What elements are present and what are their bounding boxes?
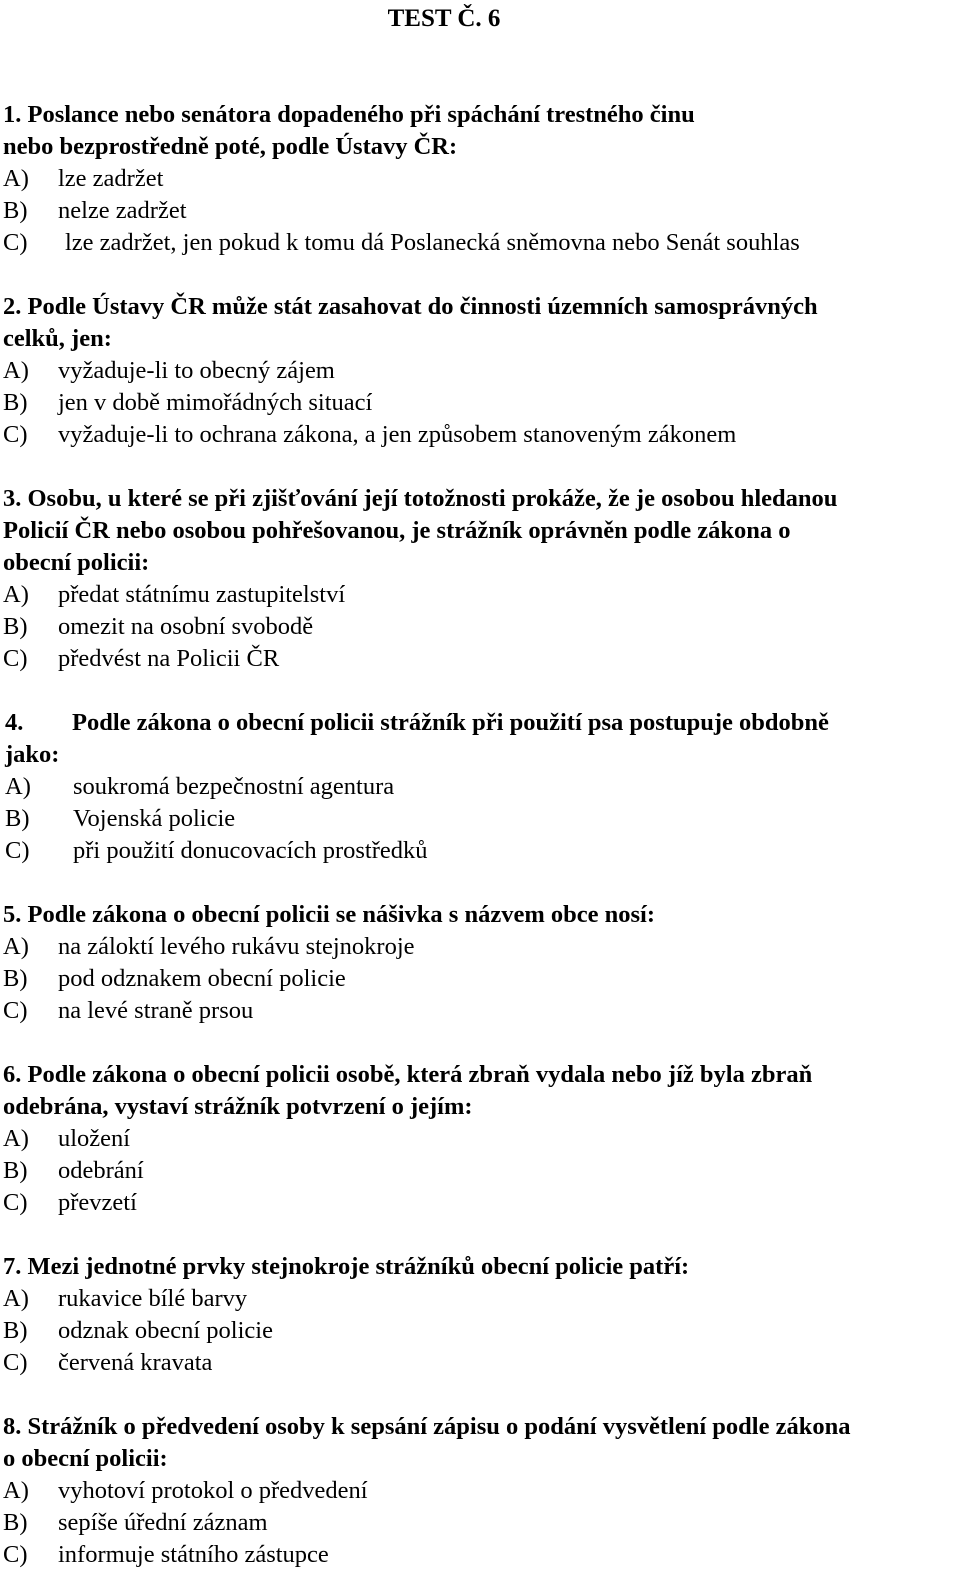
option-label: A) — [3, 1285, 29, 1312]
question-6 — [3, 1059, 958, 1219]
option-label: A) — [3, 165, 29, 192]
option-label: B) — [3, 613, 28, 640]
answer-option-b — [3, 963, 958, 995]
answer-option-c — [5, 835, 960, 867]
question-5 — [3, 899, 958, 1027]
answer-option-c — [3, 1347, 958, 1379]
answer-option-c — [3, 1187, 958, 1219]
option-label: C) — [3, 645, 28, 672]
option-text: pod odznakem obecní policie — [58, 965, 346, 992]
answer-option-a — [3, 163, 958, 195]
option-text: červená kravata — [58, 1349, 213, 1376]
option-text: soukromá bezpečnostní agentura — [73, 773, 395, 800]
option-label: A) — [3, 933, 29, 960]
answer-option-b — [5, 803, 960, 835]
answer-option-a — [3, 1123, 958, 1155]
answer-option-b — [3, 611, 958, 643]
option-text: předat státnímu zastupitelství — [58, 581, 346, 608]
question-stem-line: 7. Mezi jednotné prvky stejnokroje strážníků obecní policie patří: — [3, 1253, 690, 1280]
question-stem-line: obecní policii: — [3, 549, 150, 576]
option-label: C) — [3, 1189, 28, 1216]
option-label: A) — [5, 773, 31, 800]
option-text: lze zadržet — [58, 165, 164, 192]
question-2 — [3, 291, 958, 451]
option-label: B) — [3, 965, 28, 992]
option-text: uložení — [58, 1125, 131, 1152]
option-text: rukavice bílé barvy — [58, 1285, 248, 1312]
answer-option-b — [3, 1155, 958, 1187]
option-text: omezit na osobní svobodě — [58, 613, 314, 640]
option-label: A) — [3, 357, 29, 384]
option-text: odznak obecní policie — [58, 1317, 273, 1344]
answer-option-a — [5, 771, 960, 803]
answer-option-b — [3, 1315, 958, 1347]
question-stem-line: 3. Osobu, u které se při zjišťování její totožnosti prokáže, že je osobou hledanou — [3, 485, 838, 512]
answer-option-c — [3, 643, 958, 675]
question-stem-line: 5. Podle zákona o obecní policii se nášivka s názvem obce nosí: — [3, 901, 656, 928]
option-label: A) — [3, 1477, 29, 1504]
answer-option-c — [3, 1539, 958, 1571]
question-7 — [3, 1251, 958, 1379]
question-stem-line: jako: — [5, 741, 60, 768]
option-label: B) — [3, 389, 28, 416]
answer-option-a — [3, 1475, 958, 1507]
option-text: vyhotoví protokol o předvedení — [58, 1477, 368, 1504]
option-label: C) — [5, 837, 30, 864]
option-label: A) — [3, 581, 29, 608]
answer-option-b — [3, 1507, 958, 1539]
question-1 — [3, 99, 958, 259]
question-stem-line: nebo bezprostředně poté, podle Ústavy ČR: — [3, 133, 458, 160]
question-number: 4. — [5, 709, 24, 736]
option-label: C) — [3, 1349, 28, 1376]
option-label: B) — [3, 197, 28, 224]
question-stem-line: odebrána, vystaví strážník potvrzení o jejím: — [3, 1093, 473, 1120]
question-4 — [5, 707, 960, 867]
question-stem-line: 2. Podle Ústavy ČR může stát zasahovat do činnosti územních samosprávných — [3, 293, 818, 320]
answer-option-c — [3, 227, 958, 259]
question-stem-line: 1. Poslance nebo senátora dopadeného při spáchání trestného činu — [3, 101, 695, 128]
option-text: předvést na Policii ČR — [58, 645, 280, 672]
option-text: jen v době mimořádných situací — [58, 389, 373, 416]
option-text: na levé straně prsou — [58, 997, 254, 1024]
answer-option-a — [3, 355, 958, 387]
question-stem-line — [5, 707, 960, 739]
answer-option-b — [3, 387, 958, 419]
option-label: B) — [5, 805, 30, 832]
option-text: při použití donucovacích prostředků — [73, 837, 428, 864]
answer-option-c — [3, 419, 958, 451]
answer-option-a — [3, 579, 958, 611]
question-stem-line: 8. Strážník o předvedení osoby k sepsání zápisu o podání vysvětlení podle zákona — [3, 1413, 851, 1440]
option-label: B) — [3, 1509, 28, 1536]
question-stem-line: celků, jen: — [3, 325, 112, 352]
option-text: sepíše úřední záznam — [58, 1509, 268, 1536]
option-text: na záloktí levého rukávu stejnokroje — [58, 933, 415, 960]
option-text: odebrání — [58, 1157, 144, 1184]
option-label: C) — [3, 1541, 28, 1568]
answer-option-c — [3, 995, 958, 1027]
answer-option-b — [3, 195, 958, 227]
question-stem-line: Policií ČR nebo osobou pohřešovanou, je strážník oprávněn podle zákona o — [3, 517, 791, 544]
question-3 — [3, 483, 958, 675]
option-label: A) — [3, 1125, 29, 1152]
option-label: B) — [3, 1157, 28, 1184]
answer-option-a — [3, 931, 958, 963]
option-text: lze zadržet, jen pokud k tomu dá Poslanecká sněmovna nebo Senát souhlas — [65, 229, 800, 256]
option-text: vyžaduje-li to obecný zájem — [58, 357, 335, 384]
option-label: C) — [3, 997, 28, 1024]
option-label: B) — [3, 1317, 28, 1344]
option-text: vyžaduje-li to ochrana zákona, a jen způsobem stanoveným zákonem — [58, 421, 737, 448]
page-title: TEST Č. 6 — [387, 5, 501, 32]
option-label: C) — [3, 229, 28, 256]
question-stem-line: 6. Podle zákona o obecní policii osobě, která zbraň vydala nebo jíž byla zbraň — [3, 1061, 813, 1088]
option-text: nelze zadržet — [58, 197, 187, 224]
option-text: informuje státního zástupce — [58, 1541, 329, 1568]
question-stem-text: Podle zákona o obecní policii strážník při použití psa postupuje obdobně — [72, 709, 829, 736]
option-text: převzetí — [58, 1189, 137, 1216]
question-8 — [3, 1411, 958, 1571]
question-stem-line: o obecní policii: — [3, 1445, 168, 1472]
option-text: Vojenská policie — [73, 805, 236, 832]
option-label: C) — [3, 421, 28, 448]
answer-option-a — [3, 1283, 958, 1315]
